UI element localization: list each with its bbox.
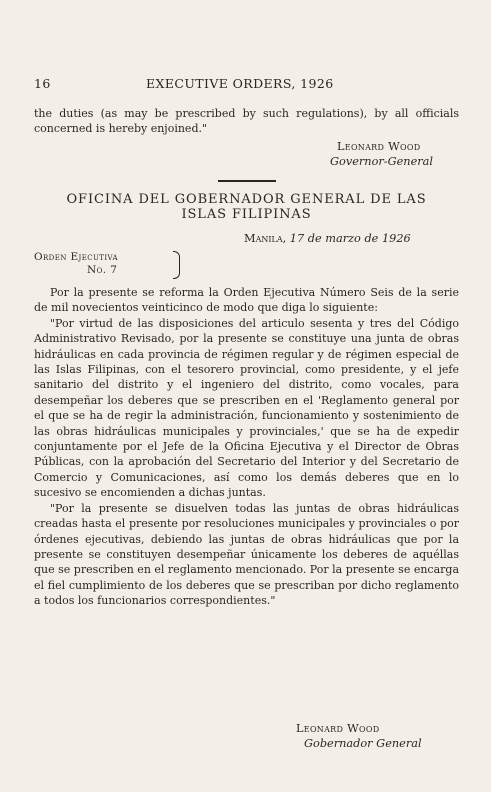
previous-order-signature-title: Governor-General bbox=[330, 155, 434, 168]
page-number: 16 bbox=[34, 76, 51, 91]
section-title-line2: ISLAS FILIPINAS bbox=[181, 207, 312, 222]
place: Manila, bbox=[244, 232, 287, 245]
body-paragraph-3: "Por la presente se disuelven todas las juntas de obras hidráulicas creadas hasta el presente por resoluciones municipales y provinciales o por órdenes ejecutivas, debiendo las juntas de obras hidráulicas que por la presente se constituyen desempeñar únicamente los deberes de aquéllas que se prescriben en el reglamento mencionado. Por la presente se encarga el fiel cumplimiento de los deberes que se prescriban por dicho reglamento a todos los funcionarios correspondientes." bbox=[34, 501, 460, 608]
order-number: No. 7 bbox=[87, 264, 118, 276]
previous-order-signature-name: Leonard Wood bbox=[337, 140, 421, 153]
section-title bbox=[34, 192, 459, 222]
order-body bbox=[34, 285, 459, 609]
order-label: Orden Ejecutiva bbox=[34, 251, 118, 263]
section-divider bbox=[218, 180, 276, 182]
signature-name: Leonard Wood bbox=[296, 722, 380, 735]
running-title: EXECUTIVE ORDERS, 1926 bbox=[146, 76, 334, 91]
order-brace bbox=[173, 251, 180, 279]
previous-order-closing-text: the duties (as may be prescribed by such regulations), by all officials concerned is hereby enjoined." bbox=[34, 107, 459, 136]
signature-title: Gobernador General bbox=[304, 737, 422, 750]
body-paragraph-2: "Por virtud de las disposiciones del articulo sesenta y tres del Código Administrativo Revisado, por la presente se constituye una junta de obras hidráulicas en cada provincia de régimen regular y de régimen especial de las Islas Filipinas, con el tesorero provincial, como presidente, y el jefe sanitario del distrito y el ingeniero del distrito, como vocales, para desempeñar los deberes que se prescriben en el 'Reglamento general por el que se ha de regir la administración, funcionamiento y sostenimiento de las obras hidráulicas municipales y provinciales,' que se ha de expedir conjuntamente por el Jefe de la Oficina Ejecutiva y el Director de Obras Públicas, con la aprobación del Secretario del Interior y del Secretario de Comercio y Comunicaciones, así como los demás deberes que en lo sucesivo se encomienden a dichas juntas. bbox=[34, 316, 459, 500]
body-paragraph-1: Por la presente se reforma la Orden Ejecutiva Número Seis de la serie de mil novecientos veinticinco de modo que diga lo siguiente: bbox=[34, 286, 459, 315]
date: 17 de marzo de 1926 bbox=[289, 232, 411, 245]
page-header bbox=[34, 76, 459, 92]
place-date-line bbox=[244, 232, 411, 245]
section-title-line1: OFICINA DEL GOBERNADOR GENERAL DE LAS bbox=[66, 192, 427, 207]
